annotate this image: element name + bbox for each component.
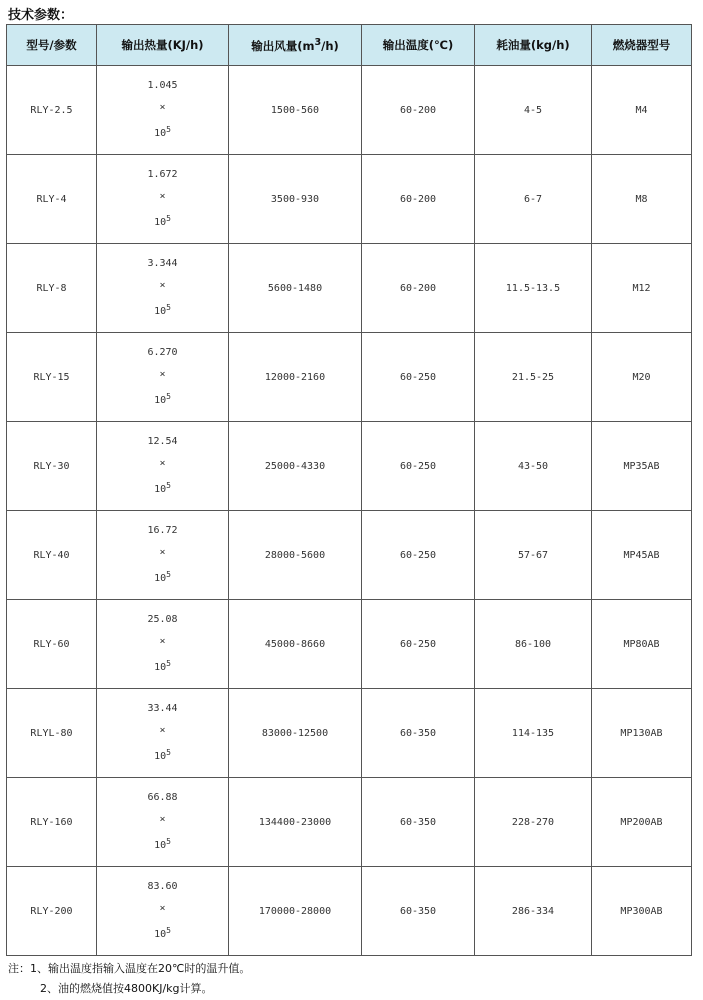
cell-burner-model: MP130AB [592,689,692,778]
table-row [7,511,692,600]
power-of-ten: $10^5$ [154,659,171,673]
cell-output-temp: 60-200 [362,66,475,155]
cell-oil-consumption: 86-100 [475,600,592,689]
cell-oil-consumption: 6-7 [475,155,592,244]
header-oil-consumption: 耗油量(kg/h) [475,25,592,66]
cell-output-temp: 60-200 [362,155,475,244]
heat-value: 25.08 [147,614,178,625]
cell-oil-consumption: 228-270 [475,778,592,867]
cell-burner-model: MP80AB [592,600,692,689]
cell-heat-output [97,422,229,511]
header-heat-output: 输出热量(KJ/h) [97,25,229,66]
cell-model: RLY-30 [7,422,97,511]
cell-heat-output [97,66,229,155]
power-of-ten: $10^5$ [154,837,171,851]
cell-burner-model: M8 [592,155,692,244]
times-sign: × [159,458,166,469]
section-title: 技术参数： [8,8,74,23]
cell-output-temp: 60-250 [362,422,475,511]
cell-model: RLY-200 [7,867,97,956]
heat-value: 12.54 [147,436,178,447]
power-of-ten: $10^5$ [154,481,171,495]
cell-air-volume: 12000-2160 [229,333,362,422]
heat-value: 6.270 [147,347,178,358]
heat-value: 33.44 [147,703,178,714]
cell-heat-output [97,600,229,689]
cell-heat-output [97,778,229,867]
cell-burner-model: M20 [592,333,692,422]
cell-air-volume: 170000-28000 [229,867,362,956]
cell-oil-consumption: 286-334 [475,867,592,956]
note-2: 2、油的燃烧值按4800KJ/kg计算。 [40,982,213,995]
heat-value: 3.344 [147,258,178,269]
times-sign: × [159,903,166,914]
table-row [7,244,692,333]
times-sign: × [159,547,166,558]
header-burner-model: 燃烧器型号 [592,25,692,66]
power-of-ten: $10^5$ [154,570,171,584]
heat-value: 1.672 [147,169,178,180]
cell-oil-consumption: 114-135 [475,689,592,778]
power-of-ten: $10^5$ [154,926,171,940]
table-row [7,155,692,244]
cell-burner-model: M12 [592,244,692,333]
power-of-ten: $10^5$ [154,392,171,406]
cell-output-temp: 60-350 [362,778,475,867]
cell-burner-model: MP300AB [592,867,692,956]
cell-air-volume: 45000-8660 [229,600,362,689]
cell-oil-consumption: 11.5-13.5 [475,244,592,333]
cell-model: RLY-15 [7,333,97,422]
cell-air-volume: 134400-23000 [229,778,362,867]
times-sign: × [159,191,166,202]
header-output-temp: 输出温度(℃) [362,25,475,66]
cell-oil-consumption: 43-50 [475,422,592,511]
heat-value: 16.72 [147,525,178,536]
table-row [7,867,692,956]
cell-model: RLY-60 [7,600,97,689]
cell-air-volume: 3500-930 [229,155,362,244]
power-of-ten: $10^5$ [154,748,171,762]
times-sign: × [159,725,166,736]
cell-air-volume: 83000-12500 [229,689,362,778]
cell-air-volume: 5600-1480 [229,244,362,333]
table-row [7,333,692,422]
times-sign: × [159,102,166,113]
times-sign: × [159,369,166,380]
cell-output-temp: 60-250 [362,511,475,600]
cell-oil-consumption: 4-5 [475,66,592,155]
cell-model: RLY-160 [7,778,97,867]
cell-air-volume: 28000-5600 [229,511,362,600]
cell-oil-consumption: 57-67 [475,511,592,600]
cell-oil-consumption: 21.5-25 [475,333,592,422]
cell-model: RLY-40 [7,511,97,600]
cell-heat-output [97,155,229,244]
heat-value: 66.88 [147,792,178,803]
cell-output-temp: 60-350 [362,689,475,778]
table-row [7,600,692,689]
cell-air-volume: 1500-560 [229,66,362,155]
cell-model: RLYL-80 [7,689,97,778]
cell-burner-model: M4 [592,66,692,155]
power-of-ten: $10^5$ [154,125,171,139]
table-row [7,422,692,511]
header-model: 型号/参数 [7,25,97,66]
cell-heat-output [97,689,229,778]
times-sign: × [159,814,166,825]
power-of-ten: $10^5$ [154,303,171,317]
cell-heat-output [97,511,229,600]
cell-output-temp: 60-250 [362,600,475,689]
cell-heat-output [97,867,229,956]
cell-model: RLY-8 [7,244,97,333]
cell-burner-model: MP35AB [592,422,692,511]
heat-value: 1.045 [147,80,178,91]
cell-model: RLY-4 [7,155,97,244]
cell-burner-model: MP200AB [592,778,692,867]
times-sign: × [159,280,166,291]
heat-value: 83.60 [147,881,178,892]
cell-output-temp: 60-250 [362,333,475,422]
header-air-volume: 输出风量$(m^3/h)$ [229,25,362,66]
table-row [7,66,692,155]
spec-table [6,24,692,956]
power-of-ten: $10^5$ [154,214,171,228]
cell-heat-output [97,333,229,422]
cell-heat-output [97,244,229,333]
cell-output-temp: 60-200 [362,244,475,333]
cell-air-volume: 25000-4330 [229,422,362,511]
times-sign: × [159,636,166,647]
cell-model: RLY-2.5 [7,66,97,155]
notes [8,959,250,999]
note-1: 注：1、输出温度指输入温度在20℃时的温升值。 [8,962,251,975]
cell-burner-model: MP45AB [592,511,692,600]
table-row [7,689,692,778]
header-row [7,25,692,66]
cell-output-temp: 60-350 [362,867,475,956]
table-row [7,778,692,867]
